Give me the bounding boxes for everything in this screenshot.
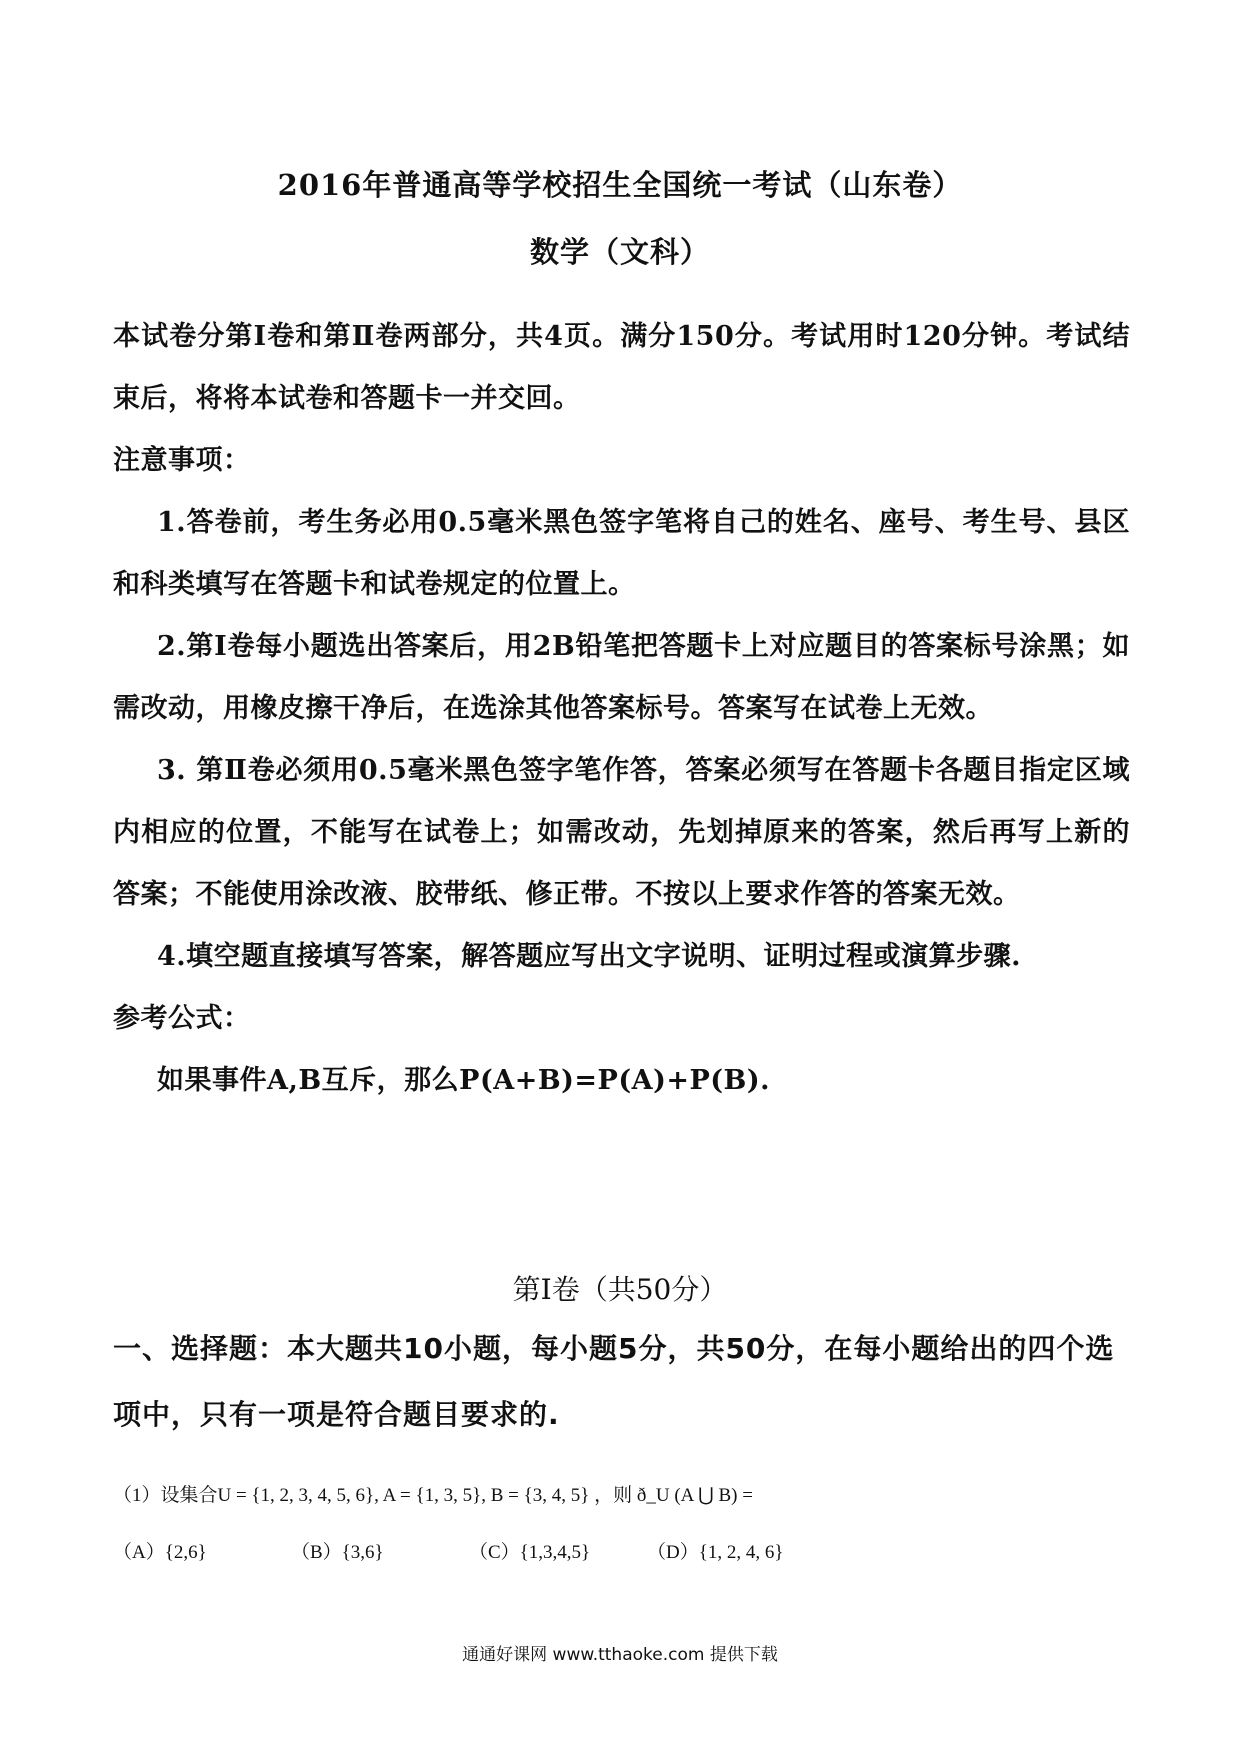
question-1-stem: （1）设集合U = {1, 2, 3, 4, 5, 6}, A = {1, 3, 5}, B = {3, 4, 5} ，则 ð_U (A ⋃ B) =: [113, 1485, 753, 1506]
exam-title: 2016年普通高等学校招生全国统一考试（山东卷）: [277, 168, 963, 202]
intro-paragraph: 本试卷分第Ⅰ卷和第Ⅱ卷两部分，共4页。满分150分。考试用时120分钟。考试结束后，将将本试卷和答题卡一并交回。: [113, 321, 1130, 414]
formula-label: 参考公式：: [113, 1003, 251, 1034]
exam-subtitle: 数学（文科）: [529, 235, 710, 269]
option-d: （D）{1, 2, 4, 6}: [647, 1542, 784, 1563]
notice-item-2: 2.第Ⅰ卷每小题选出答案后，用2B铅笔把答题卡上对应题目的答案标号涂黑；如需改动，用橡皮擦干净后，在选涂其他答案标号。答案写在试卷上无效。: [113, 631, 1130, 724]
notice-item-1: 1.答卷前，考生务必用0.5毫米黑色签字笔将自己的姓名、座号、考生号、县区和科类填写在答题卡和试卷规定的位置上。: [113, 507, 1130, 600]
option-b: （B）{3,6}: [291, 1542, 384, 1563]
notice-item-3: 3. 第Ⅱ卷必须用0.5毫米黑色签字笔作答，答案必须写在答题卡各题目指定区域内相应的位置，不能写在试卷上；如需改动，先划掉原来的答案，然后再写上新的答案；不能使用涂改液、胶带纸、修正带。不按以上要求作答的答案无效。: [113, 755, 1130, 910]
formula-text: 如果事件A,B互斥，那么P(A+B)=P(A)+P(B).: [157, 1065, 771, 1096]
option-a: （A）{2,6}: [113, 1542, 207, 1563]
notice-item-4: 4.填空题直接填写答案，解答题应写出文字说明、证明过程或演算步骤.: [157, 941, 1022, 972]
option-c: （C）{1,3,4,5}: [469, 1542, 591, 1563]
part1-title: 第Ⅰ卷（共50分）: [512, 1273, 728, 1306]
notice-label: 注意事项：: [113, 445, 251, 476]
part1-instruction: 一、选择题：本大题共10小题，每小题5分，共50分，在每小题给出的四个选项中，只有一项是符合题目要求的.: [113, 1332, 1115, 1431]
page-footer: 通通好课网 www.tthaoke.com 提供下载: [462, 1645, 778, 1665]
